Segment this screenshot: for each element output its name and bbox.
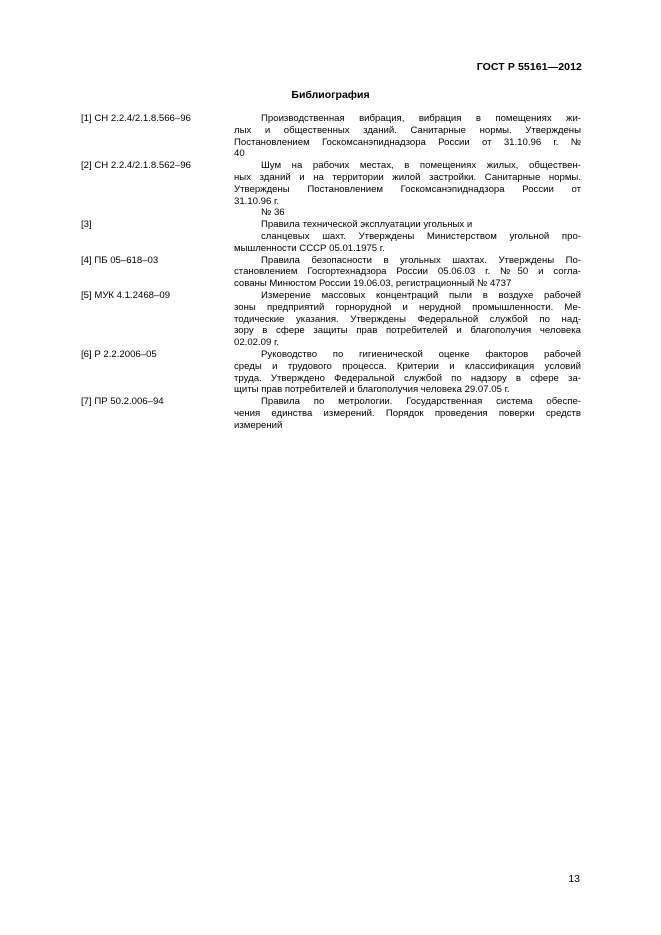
entry-line: чения единства измерений. Порядок проведения поверки средств — [234, 407, 581, 419]
bibliography-entry — [81, 255, 581, 290]
entry-line: Правила безопасности в угольных шахтах. Утверждены По- — [261, 254, 581, 266]
bibliography-entry — [81, 219, 581, 254]
entry-reference: [7] ПР 50.2.006–94 — [81, 396, 164, 408]
entry-line: становлением Госгортехнадзора России 05.06.03 г. №50 и согла- — [234, 266, 581, 278]
entry-line: 31.10.96 г. — [234, 195, 280, 207]
entry-reference: [2] СН 2.2.4/2.1.8.562–96 — [81, 160, 191, 172]
entry-description — [234, 290, 581, 349]
entry-line: щиты прав потребителей и благополучия человека 29.07.05 г. — [234, 384, 510, 396]
entry-line: Измерение массовых концентраций пыли в воздухе рабочей — [261, 289, 581, 301]
entry-reference: [3] — [81, 219, 92, 231]
entry-description — [234, 113, 581, 160]
entry-line: сланцевых шахт. Утверждены Министерством угольной про- — [261, 230, 581, 242]
bibliography-entry — [81, 290, 581, 349]
entry-line: мышленности СССР 05.01.1975 г. — [234, 242, 385, 254]
entry-line: труда. Утверждено Федеральной службой по надзору в сфере за- — [234, 372, 581, 384]
entry-line: зору в сфере защиты прав потребителей и благополучия человека — [234, 325, 581, 337]
entry-line: Правила технической эксплуатации угольных и — [261, 219, 473, 231]
entry-reference: [5] МУК 4.1.2468–09 — [81, 289, 171, 301]
bibliography-entry — [81, 396, 581, 431]
entry-reference: [4] ПБ 05–618–03 — [81, 254, 159, 266]
entry-line: сованы Минюстом России 19.06.03, регистрационный № 4737 — [234, 278, 512, 290]
standard-code-header: ГОСТ Р 55161—2012 — [476, 61, 582, 73]
entry-line: измерений — [234, 419, 283, 431]
entry-line: 02.02.09 г. — [234, 337, 280, 349]
entry-description — [234, 160, 581, 219]
entry-line: Правила по метрологии. Государственная система обеспе- — [261, 396, 581, 408]
entry-description — [234, 219, 581, 254]
entry-line: среды и трудового процесса. Критерии и классификация условий — [234, 360, 581, 372]
bibliography-list — [81, 113, 581, 432]
entry-line: № 36 — [261, 207, 285, 219]
bibliography-entry — [81, 160, 581, 219]
entry-description — [234, 396, 581, 431]
entry-description — [234, 349, 581, 396]
entry-line: Руководство по гигиенической оценке факторов рабочей — [261, 348, 581, 360]
entry-reference: [6] Р 2.2.2006–05 — [81, 348, 157, 360]
entry-line: Шум на рабочих местах, в помещениях жилых, обществен- — [261, 160, 581, 172]
entry-reference: [1] СН 2.2.4/2.1.8.566–96 — [81, 113, 191, 124]
bibliography-title: Библиография — [291, 89, 370, 101]
entry-line: тодические указания. Утверждены Федеральной службой по над- — [234, 313, 581, 325]
page-number: 13 — [568, 873, 580, 885]
entry-line: Утверждены Постановлением Госкомсанэпиднадзора России от — [234, 183, 581, 195]
bibliography-entry — [81, 349, 581, 396]
entry-line: 40 — [234, 148, 245, 160]
entry-line: Постановлением Госкомсанэпиднадзора России от 31.10.96 г. № — [234, 136, 581, 148]
entry-line: ных зданий и на территории жилой застройки. Санитарные нормы. — [234, 171, 581, 183]
entry-description — [234, 255, 581, 290]
entry-line: лых и общественных зданий. Санитарные нормы. Утверждены — [234, 124, 581, 136]
entry-line: Производственная вибрация, вибрация в помещениях жи- — [261, 113, 581, 124]
entry-line: зоны предприятий горнорудной и нерудной промышленности. Ме- — [234, 301, 581, 313]
bibliography-entry — [81, 113, 581, 160]
